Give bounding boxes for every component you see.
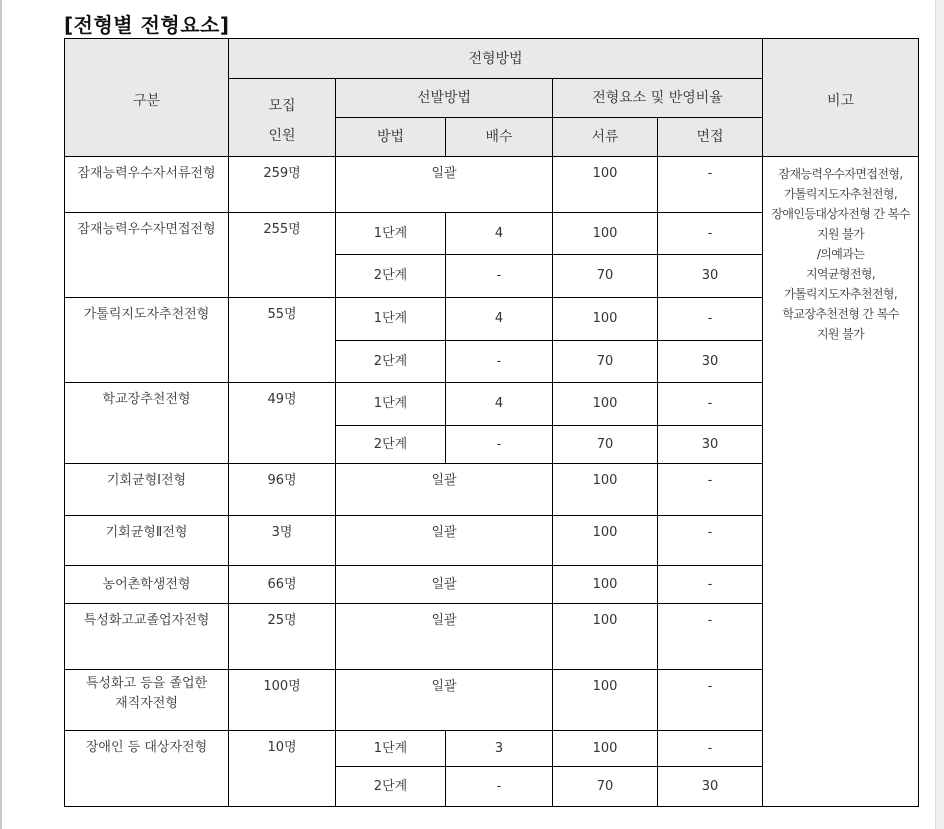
stage-docs: 70 — [553, 767, 658, 807]
remark-line: 지역균형전형, — [805, 267, 876, 281]
remark-line: 가톨릭지도자추천전형, — [783, 287, 898, 301]
stage-interview: 30 — [658, 255, 763, 298]
header-quota — [229, 79, 336, 157]
track-quota: 255명 — [229, 213, 336, 298]
remark-line: 가톨릭지도자추천전형, — [783, 187, 898, 201]
stage-multiple: 3 — [446, 731, 553, 767]
header-interview: 면접 — [658, 118, 763, 157]
track-name: 기회균형Ⅰ전형 — [65, 464, 229, 516]
track-docs: 100 — [553, 566, 658, 604]
track-name — [65, 670, 229, 731]
track-name: 농어촌학생전형 — [65, 566, 229, 604]
track-method: 일괄 — [336, 670, 553, 731]
stage-method: 1단계 — [336, 731, 446, 767]
stage-docs: 70 — [553, 426, 658, 464]
stage-multiple: - — [446, 255, 553, 298]
stage-docs: 70 — [553, 255, 658, 298]
track-name: 특성화고교졸업자전형 — [65, 604, 229, 670]
stage-interview: 30 — [658, 341, 763, 383]
track-name: 가톨릭지도자추천전형 — [65, 298, 229, 383]
track-quota: 96명 — [229, 464, 336, 516]
stage-method: 1단계 — [336, 298, 446, 341]
track-interview: - — [658, 670, 763, 731]
remark-line: 장애인등대상자전형 간 복수 — [771, 207, 910, 221]
stage-docs: 100 — [553, 383, 658, 426]
track-quota: 3명 — [229, 516, 336, 566]
track-docs: 100 — [553, 516, 658, 566]
track-name: 학교장추천전형 — [65, 383, 229, 464]
header-multiple: 배수 — [446, 118, 553, 157]
header-way: 방법 — [336, 118, 446, 157]
track-quota: 100명 — [229, 670, 336, 731]
stage-method: 2단계 — [336, 767, 446, 807]
track-docs: 100 — [553, 464, 658, 516]
track-method: 일괄 — [336, 566, 553, 604]
stage-multiple: - — [446, 341, 553, 383]
remark-line: /의예과는 — [816, 247, 865, 261]
stage-docs: 70 — [553, 341, 658, 383]
header-elements: 전형요소 및 반영비율 — [553, 79, 763, 118]
track-name: 잠재능력우수자서류전형 — [65, 157, 229, 213]
track-quota: 259명 — [229, 157, 336, 213]
track-interview: - — [658, 157, 763, 213]
stage-multiple: 4 — [446, 213, 553, 255]
stage-docs: 100 — [553, 731, 658, 767]
track-method: 일괄 — [336, 516, 553, 566]
remark-line: 학교장추천전형 간 복수 — [782, 307, 899, 321]
stage-interview: - — [658, 731, 763, 767]
header-row-1 — [65, 39, 919, 79]
track-interview: - — [658, 566, 763, 604]
track-name: 기회균형Ⅱ전형 — [65, 516, 229, 566]
vertical-scrollbar[interactable] — [935, 0, 944, 829]
track-docs: 100 — [553, 670, 658, 731]
stage-multiple: - — [446, 767, 553, 807]
stage-interview: - — [658, 298, 763, 341]
track-quota: 25명 — [229, 604, 336, 670]
stage-interview: 30 — [658, 426, 763, 464]
track-docs: 100 — [553, 157, 658, 213]
track-quota: 66명 — [229, 566, 336, 604]
remark-line: 잠재능력우수자면접전형, — [778, 167, 903, 181]
track-docs: 100 — [553, 604, 658, 670]
stage-method: 2단계 — [336, 341, 446, 383]
stage-method: 1단계 — [336, 383, 446, 426]
header-selection: 선발방법 — [336, 79, 553, 118]
page-title: [전형별 전형요소] — [64, 13, 230, 37]
track-name-line1: 특성화고 등을 졸업한 — [85, 676, 208, 691]
track-name: 장애인 등 대상자전형 — [65, 731, 229, 807]
remark-line: 지원 불가 — [816, 227, 865, 241]
stage-multiple: 4 — [446, 383, 553, 426]
track-interview: - — [658, 516, 763, 566]
table-row — [65, 157, 919, 213]
track-interview: - — [658, 464, 763, 516]
header-category: 구분 — [65, 39, 229, 157]
track-interview: - — [658, 604, 763, 670]
admission-elements-table — [64, 38, 919, 807]
track-method: 일괄 — [336, 464, 553, 516]
stage-method: 1단계 — [336, 213, 446, 255]
stage-multiple: - — [446, 426, 553, 464]
track-method: 일괄 — [336, 157, 553, 213]
viewport-left-border — [0, 0, 2, 829]
stage-interview: 30 — [658, 767, 763, 807]
header-quota-line2: 인원 — [268, 128, 296, 144]
track-quota: 55명 — [229, 298, 336, 383]
track-method: 일괄 — [336, 604, 553, 670]
track-name-line2: 재직자전형 — [115, 696, 178, 711]
header-docs: 서류 — [553, 118, 658, 157]
stage-docs: 100 — [553, 298, 658, 341]
remarks-cell — [763, 157, 919, 807]
stage-method: 2단계 — [336, 255, 446, 298]
stage-docs: 100 — [553, 213, 658, 255]
header-quota-line1: 모집 — [268, 98, 296, 114]
track-quota: 49명 — [229, 383, 336, 464]
track-name: 잠재능력우수자면접전형 — [65, 213, 229, 298]
header-remarks: 비고 — [763, 39, 919, 157]
stage-method: 2단계 — [336, 426, 446, 464]
stage-multiple: 4 — [446, 298, 553, 341]
stage-interview: - — [658, 213, 763, 255]
track-quota: 10명 — [229, 731, 336, 807]
remark-line: 지원 불가 — [816, 327, 865, 341]
stage-interview: - — [658, 383, 763, 426]
header-method: 전형방법 — [229, 39, 763, 79]
